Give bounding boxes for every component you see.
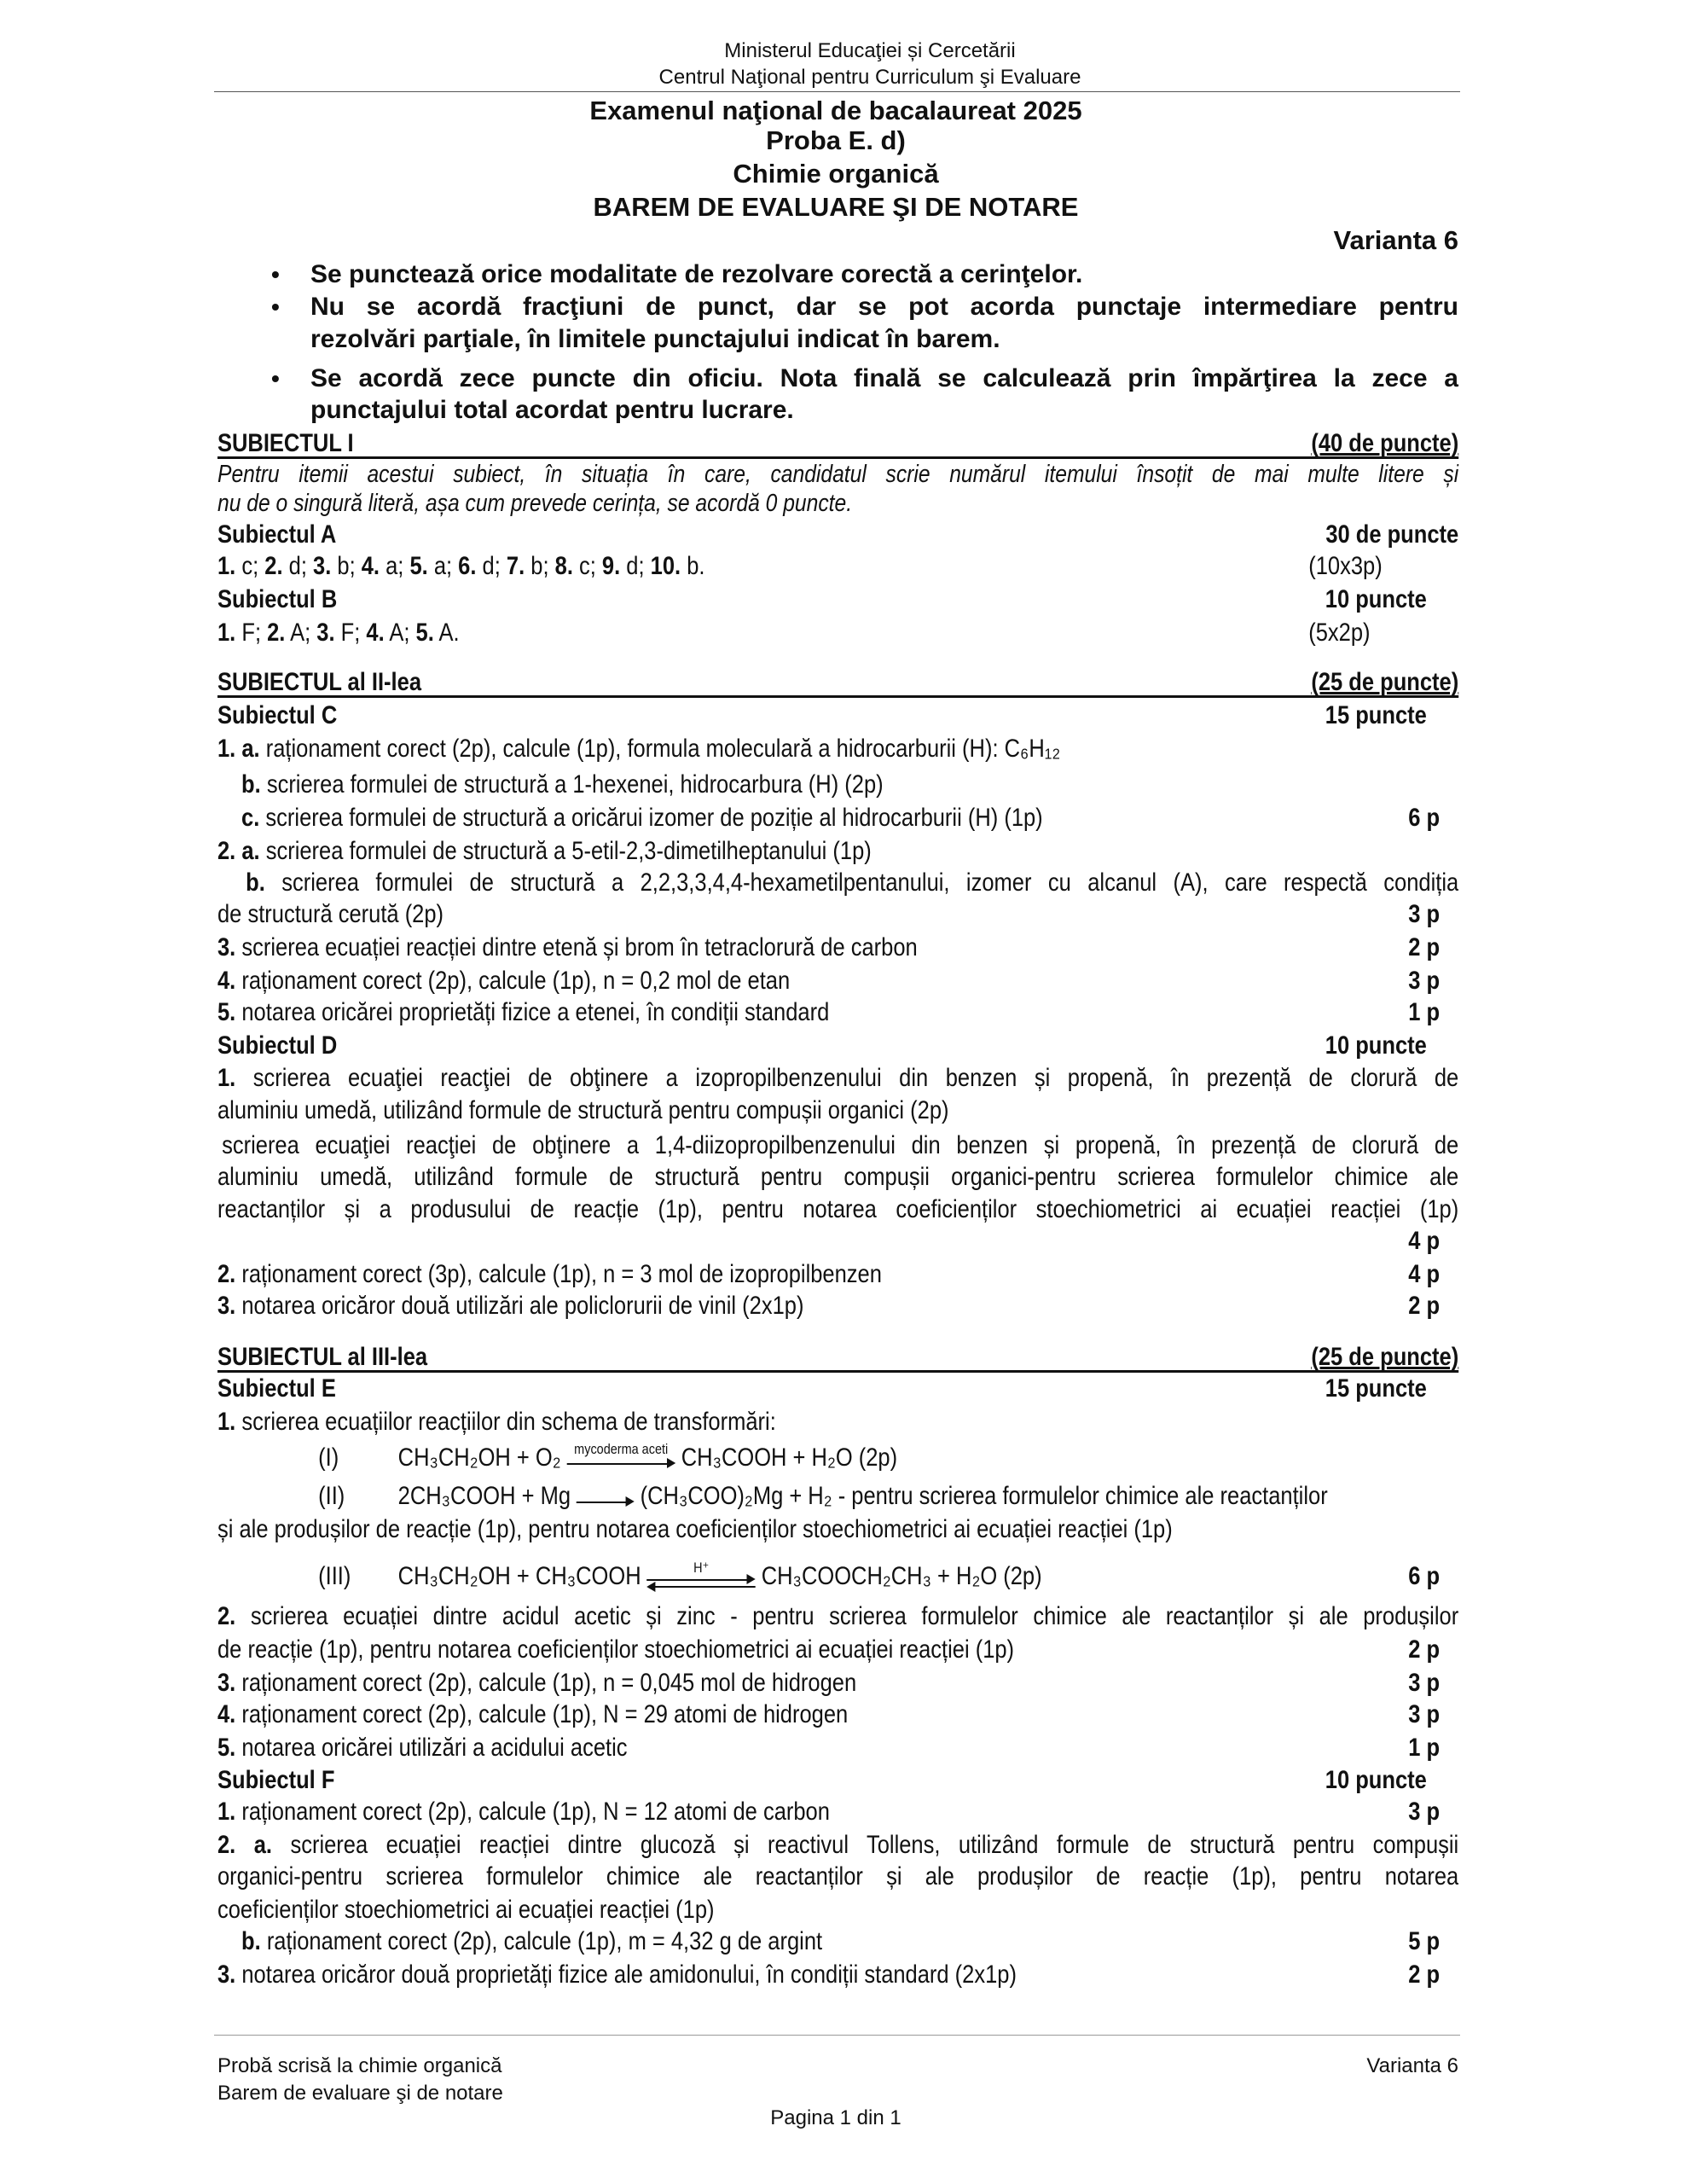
item-number: 2. [217,1602,236,1630]
item-text: SUBIECTUL I [217,429,354,457]
item-text: Subiectul C [217,701,338,729]
item-number: 5. [217,1734,236,1762]
line-text [217,1600,1458,1633]
points-value: 2 p [1408,1292,1441,1320]
line-text [217,1258,1458,1291]
line-text [217,700,1458,732]
arrow-condition: mycoderma aceti [574,1441,669,1457]
answer-number: 4. [361,552,380,580]
line-text [217,1861,1458,1893]
answer-value: A [438,619,454,647]
line-text [217,898,1458,931]
footer-exam-type: Probă scrisă la chimie organică [217,2054,502,2077]
reactants: 2CH₃COOH + Mg [397,1482,571,1510]
item-text: scrierea ecuaţiei reacţiei de obţinere a izopropilbenzenului din benzen și propenă, în prezență de clorură de [252,1064,1459,1092]
item-number: 1. [217,1798,236,1826]
barem-line [217,487,1458,520]
line-text [217,1634,1458,1666]
line-text [217,733,1458,765]
line-text [241,769,1458,801]
answer-number: 3. [316,619,335,647]
subsection-heading [217,1030,1458,1062]
item-number: b. [241,1927,261,1955]
barem-line [217,1732,1458,1764]
barem-line [217,1130,1458,1162]
line-text [217,666,1458,699]
reaction-equation [217,1560,1458,1593]
points-value: 2 p [1408,933,1441,961]
barem-line [217,867,1458,899]
item-text: raționament corect (2p), calcule (1p), n = 0,2 mol de etan [241,967,791,995]
line-text [241,802,1458,834]
points-value: 2 p [1408,1635,1441,1664]
arrow-head-reverse [646,1582,655,1592]
answer-number: 2. [264,552,283,580]
line-text [217,1373,1458,1405]
barem-content [217,0,1458,2048]
subsection-heading [217,519,1458,551]
answer-number: 6. [458,552,477,580]
bullet-icon: • [271,365,280,392]
reaction-equation [217,1442,1458,1474]
item-text: scrierea formulei de structură a oricărui izomer de poziție al hidrocarburii (H) (1p) [265,804,1043,832]
answer-number: 4. [366,619,385,647]
item-text: aluminiu umedă, utilizând formule de structură pentru compușii organici (2p) [217,1096,949,1124]
equation-body [398,1560,1042,1593]
answer-number: 2. [267,619,286,647]
points-value: 2 p [1408,1960,1441,1989]
arrow-shaft [646,1579,752,1581]
barem-line [217,1513,1458,1546]
line-text [217,1095,1458,1127]
item-text: scrierea ecuației reacției dintre glucoză și reactivul Tollens, utilizând formule de structură pentru compușii [290,1831,1459,1859]
instruction-text: punctajului total acordat pentru lucrare. [310,396,794,424]
barem-line [217,1290,1458,1322]
answer-number: 1. [217,552,236,580]
reaction-arrow-icon [566,1442,675,1474]
equation-label: (II) [318,1482,345,1510]
item-text: Pentru itemii acestui subiect, în situația în care, candidatul scrie numărul itemului însoțit de mai multe litere și [217,461,1459,488]
item-text: notarea oricăror două proprietăți fizice ale amidonului, în condiții standard (2x1p) [241,1960,1017,1989]
barem-line [217,1161,1458,1194]
answer-number: 9. [601,552,621,580]
item-text: raționament corect (2p), calcule (1p), m = 4,32 g de argint [266,1927,823,1955]
item-text: organici-pentru scrierea formulelor chimice ale reactanților și ale produșilor de reacție (1p), pentru notarea [217,1862,1459,1891]
item-number: 1. [217,1408,236,1436]
item-number: b. [246,868,265,897]
points-value: 15 puncte [1325,1374,1427,1403]
points-breakdown: (10x3p) [1308,552,1383,580]
barem-line [217,550,1458,583]
barem-line [217,1600,1458,1633]
item-number: 2. [217,1260,236,1288]
section-heading [217,427,1458,459]
points-value: 30 de puncte [1325,520,1459,549]
line-text [217,1732,1458,1764]
line-text [246,867,1458,899]
answer-number: 8. [554,552,573,580]
line-text [217,1829,1458,1862]
answer-number: 5. [415,619,434,647]
arrow-shaft [577,1502,632,1503]
item-text: Subiectul E [217,1374,336,1403]
item-text: raționament corect (2p), calcule (1p), N = 29 atomi de hidrogen [241,1700,849,1728]
points-breakdown: (5x2p) [1308,619,1371,647]
line-text [217,1341,1458,1374]
center-name: Centrul Naţional pentru Curriculum şi Evaluare [658,66,1081,89]
line-text [217,1513,1458,1546]
line-text [217,1667,1458,1699]
item-number: 4. [217,967,236,995]
item-text: scrierea ecuațiilor reacțiilor din schema de transformări: [241,1408,776,1436]
points-value: 5 p [1408,1927,1441,1955]
section-heading [217,666,1458,698]
line-text [217,458,1458,491]
barem-line [217,932,1458,964]
item-number: 1. a. [217,735,260,763]
item-number: 3. [217,1292,236,1320]
line-text [217,427,1458,460]
instruction-text: Se acordă zece puncte din oficiu. Nota finală se calculează prin împărţirea la zece a [310,364,1458,392]
points-value: 10 puncte [1325,1031,1427,1060]
points-value: 4 p [1408,1227,1441,1255]
points-value: 3 p [1408,1798,1441,1826]
barem-line [217,1406,1458,1438]
barem-line [217,617,1458,649]
products: CH₃COOH + H₂O (2p) [681,1443,898,1472]
item-text: de structură cerută (2p) [217,900,444,928]
points-value: 6 p [1408,804,1441,832]
reaction-equation [217,1480,1458,1513]
line-text [217,584,1458,616]
item-text: scrierea ecuaţiei reacţiei de obţinere a 1,4-diizopropilbenzenului din benzen și propenă, în prezență de clorură de [222,1131,1459,1159]
barem-line [217,1861,1458,1893]
item-text: raționament corect (2p), calcule (1p), formula moleculară a hidrocarburii (H): C₆H₁₂ [265,735,1061,763]
item-text: SUBIECTUL al III-lea [217,1343,428,1371]
barem-line [217,1095,1458,1127]
line-text [217,1062,1458,1095]
barem-line [217,802,1458,834]
item-number: 3. [217,1669,236,1697]
products: (CH₃COO)₂Mg + H₂ - pentru scrierea formulelor chimice ale reactanților [640,1482,1328,1510]
reaction-arrow-icon [577,1480,635,1513]
item-text: și ale produșilor de reacție (1p), pentru notarea coeficienților stoechiometrici ai ecuației reacției (1p) [217,1515,1173,1543]
item-number: 2. a. [217,1831,272,1859]
item-number: 4. [217,1700,236,1728]
footer-variant: Varianta 6 [1366,2054,1458,2077]
variant-label: Varianta 6 [1333,225,1458,255]
item-text: de reacție (1p), pentru notarea coeficienților stoechiometrici ai ecuației reacției (1p) [217,1635,1015,1664]
reactants: CH₃CH₂OH + CH₃COOH [397,1562,641,1590]
points-value: 15 puncte [1325,701,1427,729]
arrow-head [626,1496,635,1507]
line-text [217,1764,1458,1797]
equation-body [398,1480,1328,1513]
barem-line [217,458,1458,491]
arrow-shaft [566,1463,672,1465]
barem-line [217,1829,1458,1862]
page-number: Pagina 1 din 1 [770,2106,901,2129]
line-text [217,1406,1458,1438]
item-number: 3. [217,1960,236,1989]
line-text [217,1699,1458,1731]
answer-value: b [687,552,699,580]
answer-value: b [337,552,350,580]
barem-line [217,996,1458,1029]
barem-line [217,1796,1458,1828]
answer-value: a [386,552,398,580]
arrow-condition: H⁺ [693,1560,710,1576]
points-value: 1 p [1408,1734,1441,1762]
exam-proba: Proba E. d) [766,125,906,155]
subsection-heading [217,1373,1458,1405]
item-text: scrierea ecuației dintre acidul acetic și zinc - pentru scrierea formulelor chimice ale reactanților și ale produșilor [250,1602,1459,1630]
line-text [217,965,1458,997]
barem-line [217,1634,1458,1666]
points-value: 3 p [1408,967,1441,995]
answer-value: F [241,619,255,647]
bullet-icon: • [271,261,280,288]
subsection-heading [217,1764,1458,1797]
answer-value: a [433,552,447,580]
points-value: (25 de puncte) [1311,668,1459,696]
answer-number: 3. [313,552,332,580]
barem-line [217,1699,1458,1731]
subsection-heading [217,700,1458,732]
answer-value: A [290,619,305,647]
item-text: Subiectul D [217,1031,338,1060]
answer-value: d [626,552,639,580]
line-text [222,1130,1458,1162]
answer-number: 1. [217,619,236,647]
points-value: 3 p [1408,900,1441,928]
ministry-name: Ministerul Educaţiei și Cercetării [724,39,1016,62]
item-text: raționament corect (2p), calcule (1p), n = 0,045 mol de hidrogen [241,1669,857,1697]
barem-line [217,733,1458,765]
points-value: 6 p [1408,1562,1441,1590]
line-text [217,519,1458,551]
item-number: 5. [217,998,236,1026]
equation-label: (I) [318,1443,339,1472]
answer-value: c [241,552,253,580]
line-text [217,996,1458,1029]
item-number: 2. a. [217,837,260,865]
line-text [217,1030,1458,1062]
barem-line [217,1225,1458,1258]
line-text [217,1161,1458,1194]
footer-rule [214,2035,1460,2036]
equation-body [398,1442,897,1474]
item-text: aluminiu umedă, utilizând formule de structură pentru compușii organici-pentru scrierea formulelor chimice ale [217,1163,1459,1191]
item-number: c. [241,804,260,832]
barem-line [217,769,1458,801]
answer-value: d [482,552,495,580]
section-heading [217,1341,1458,1373]
item-text: nu de o singură literă, așa cum prevede cerința, se acordă 0 puncte. [217,490,853,517]
item-text: raționament corect (2p), calcule (1p), N = 12 atomi de carbon [241,1798,830,1826]
line-text [217,1290,1458,1322]
arrow-shaft-reverse [650,1586,756,1588]
item-number: 1. [217,1064,236,1092]
exam-subject: Chimie organică [733,159,939,189]
exam-title: Examenul naţional de bacalaureat 2025 [589,96,1082,125]
barem-line [217,1959,1458,1991]
subsection-heading [217,584,1458,616]
answer-value: d [288,552,301,580]
answer-number: 10. [650,552,681,580]
equation-label: (III) [318,1562,351,1590]
points-value: (40 de puncte) [1311,429,1459,457]
instruction-text: Nu se acordă fracţiuni de punct, dar se pot acorda punctaje intermediare pentru [310,293,1458,321]
barem-line [217,1667,1458,1699]
barem-line [217,1258,1458,1291]
item-text: scrierea formulei de structură a 5-etil-2,3-dimetilheptanului (1p) [265,837,872,865]
item-text: notarea oricărei proprietăți fizice a etenei, în condiții standard [241,998,830,1026]
item-number: 3. [217,933,236,961]
item-text: notarea oricărei utilizări a acidului acetic [241,1734,628,1762]
item-text: raționament corect (3p), calcule (1p), n = 3 mol de izopropilbenzen [241,1260,882,1288]
item-text: coeficienților stoechiometrici ai ecuației reacției (1p) [217,1896,715,1924]
barem-line [217,1926,1458,1958]
line-text [241,1926,1458,1958]
item-text: reactanților și a produsului de reacție (1p), pentru notarea coeficienților stoechiometrici ai ecuației reacției (1p) [217,1195,1459,1223]
answer-number: 7. [506,552,525,580]
instruction-text: Se punctează orice modalitate de rezolvare corectă a cerinţelor. [310,260,1083,288]
barem-title: BAREM DE EVALUARE ŞI DE NOTARE [593,192,1079,222]
barem-line [217,898,1458,931]
points-value: 3 p [1408,1700,1441,1728]
line-text [217,1894,1458,1926]
points-value: 4 p [1408,1260,1441,1288]
answer-value: c [579,552,590,580]
points-value: 1 p [1408,998,1441,1026]
line-text [217,487,1458,520]
answer-key: 1. F; 2. A; 3. F; 4. A; 5. A. [217,619,460,647]
line-text [217,1796,1458,1828]
arrow-head [667,1458,675,1468]
item-text: scrierea formulei de structură a 2,2,3,3,4,4-hexametilpentanului, izomer cu alcanul (A), care respectă condiția [281,868,1459,897]
item-number: b. [241,770,261,799]
line-text [217,932,1458,964]
item-text: Subiectul F [217,1766,335,1794]
item-text: Subiectul B [217,585,338,613]
item-text: scrierea formulei de structură a 1-hexenei, hidrocarbura (H) (2p) [266,770,884,799]
item-text: SUBIECTUL al II-lea [217,668,422,696]
reactants: CH₃CH₂OH + O₂ [397,1443,561,1472]
answer-value: b [530,552,543,580]
answer-value: A [389,619,404,647]
barem-line [217,1062,1458,1095]
points-value: (25 de puncte) [1311,1343,1459,1371]
points-value: 10 puncte [1325,1766,1427,1794]
line-text [217,835,1458,868]
item-text: notarea oricăror două utilizări ale policlorurii de vinil (2x1p) [241,1292,804,1320]
footer-barem: Barem de evaluare şi de notare [217,2082,503,2105]
equilibrium-arrow-icon [646,1560,756,1593]
barem-line [217,1894,1458,1926]
line-text [217,1959,1458,1991]
answer-value: F [340,619,355,647]
points-value: 10 puncte [1325,585,1427,613]
barem-line [217,835,1458,868]
item-text: Subiectul A [217,520,337,549]
barem-line [217,965,1458,997]
bullet-icon: • [271,293,280,320]
item-text: scrierea ecuației reacției dintre etenă și brom în tetraclorură de carbon [241,933,918,961]
answer-key: 1. c; 2. d; 3. b; 4. a; 5. a; 6. d; 7. b; 8. c; 9. d; 10. b. [217,552,705,580]
barem-line [217,1194,1458,1226]
products: CH₃COOCH₂CH₃ + H₂O (2p) [761,1562,1042,1590]
answer-number: 5. [409,552,428,580]
instruction-text: rezolvări parţiale, în limitele punctajului indicat în barem. [310,325,1000,353]
points-value: 3 p [1408,1669,1441,1697]
line-text [217,1194,1458,1226]
